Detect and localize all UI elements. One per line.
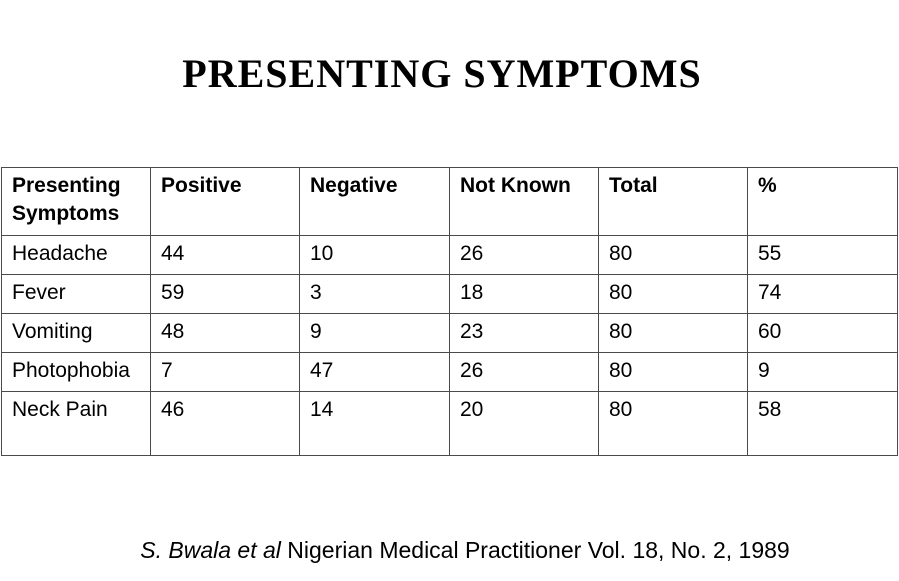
cell-positive: 44 xyxy=(151,236,300,275)
cell-percent: 58 xyxy=(748,392,898,456)
cell-negative: 14 xyxy=(300,392,450,456)
header-positive: Positive xyxy=(151,168,300,236)
table-row xyxy=(2,353,898,392)
cell-negative: 9 xyxy=(300,314,450,353)
header-total: Total xyxy=(599,168,748,236)
cell-symptom: Neck Pain xyxy=(2,392,151,456)
cell-total: 80 xyxy=(599,236,748,275)
cell-percent: 60 xyxy=(748,314,898,353)
cell-not-known: 26 xyxy=(450,353,599,392)
cell-percent: 74 xyxy=(748,275,898,314)
cell-negative: 47 xyxy=(300,353,450,392)
cell-positive: 59 xyxy=(151,275,300,314)
cell-not-known: 20 xyxy=(450,392,599,456)
table-header-row xyxy=(2,168,898,236)
cell-not-known: 23 xyxy=(450,314,599,353)
table-row xyxy=(2,314,898,353)
citation-authors: S. Bwala et al xyxy=(140,537,281,563)
header-negative: Negative xyxy=(300,168,450,236)
cell-symptom: Vomiting xyxy=(2,314,151,353)
header-not-known: Not Known xyxy=(450,168,599,236)
cell-negative: 10 xyxy=(300,236,450,275)
table-row xyxy=(2,275,898,314)
page-title: PRESENTING SYMPTOMS xyxy=(182,51,702,96)
table-row xyxy=(2,236,898,275)
cell-percent: 9 xyxy=(748,353,898,392)
table-row xyxy=(2,392,898,456)
cell-symptom: Headache xyxy=(2,236,151,275)
cell-not-known: 18 xyxy=(450,275,599,314)
citation-source: Nigerian Medical Practitioner xyxy=(287,537,582,563)
cell-symptom: Fever xyxy=(2,275,151,314)
cell-total: 80 xyxy=(599,392,748,456)
cell-positive: 46 xyxy=(151,392,300,456)
header-percent: % xyxy=(748,168,898,236)
symptoms-table xyxy=(1,167,898,456)
cell-total: 80 xyxy=(599,275,748,314)
cell-not-known: 26 xyxy=(450,236,599,275)
cell-negative: 3 xyxy=(300,275,450,314)
cell-positive: 48 xyxy=(151,314,300,353)
citation-volume: Vol. 18, No. 2, 1989 xyxy=(587,537,790,563)
cell-total: 80 xyxy=(599,314,748,353)
cell-total: 80 xyxy=(599,353,748,392)
citation xyxy=(0,535,899,565)
cell-percent: 55 xyxy=(748,236,898,275)
header-presenting-symptoms: Presenting Symptoms xyxy=(2,168,151,236)
cell-positive: 7 xyxy=(151,353,300,392)
cell-symptom: Photophobia xyxy=(2,353,151,392)
